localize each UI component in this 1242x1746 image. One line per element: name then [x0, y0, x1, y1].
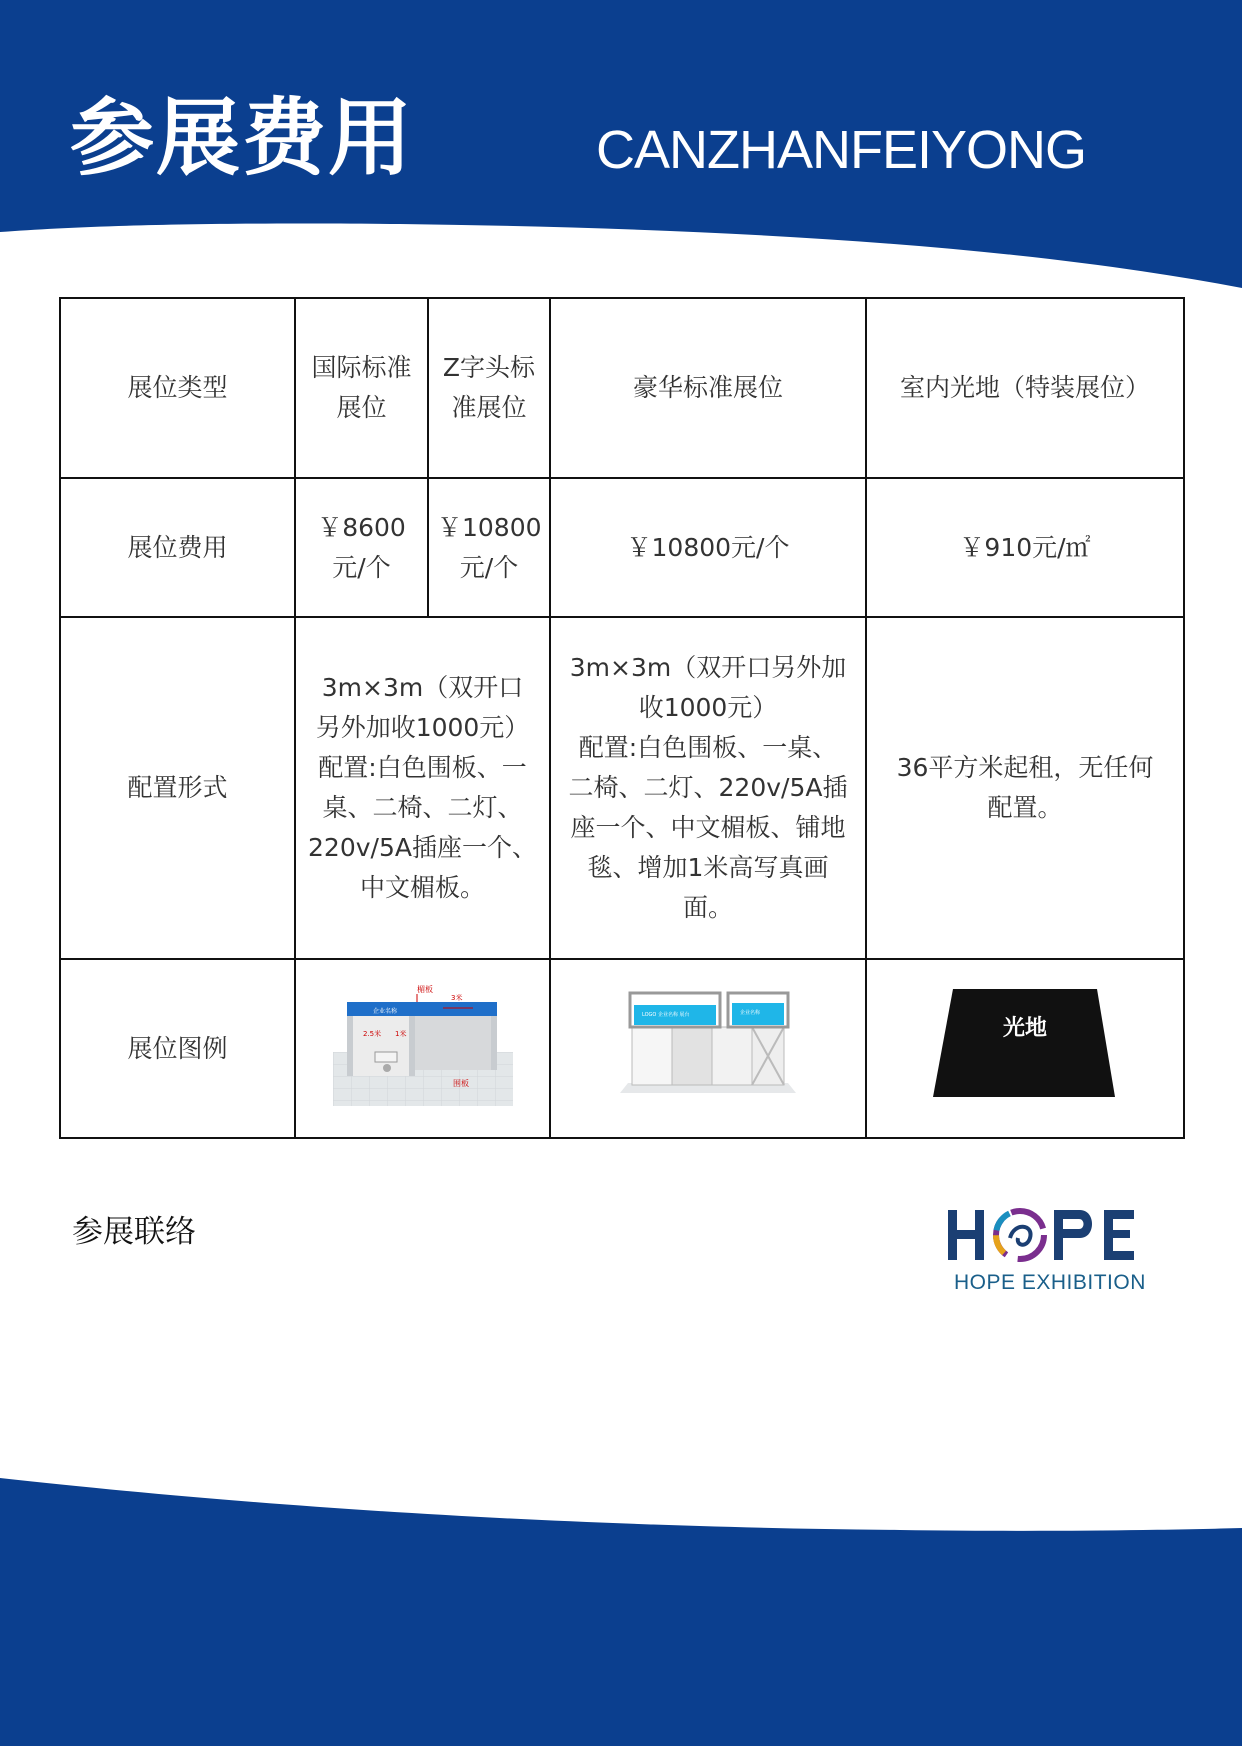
raw-space-label: 光地 [1002, 1015, 1048, 1041]
fascia-label: 楣板 [416, 984, 433, 994]
luxury-sign-left: LOGO 企业名称 展台 [642, 1011, 690, 1018]
cell-config-standard: 3m×3m（双开口 另外加收1000元） 配置:白色围板、一 桌、二椅、二灯、 220v/5A插座一个、 中文楣板。 [295, 617, 550, 959]
fee-table [59, 297, 1185, 1139]
luxury-booth-illustration [620, 983, 796, 1103]
company-label: 企业名称 [372, 1007, 397, 1015]
table-row-config [60, 617, 1184, 959]
row-label-fee: 展位费用 [60, 478, 295, 617]
cell-image-raw [866, 959, 1184, 1138]
page-subtitle: CANZHANFEIYONG [596, 120, 1087, 180]
width-label: 3米 [450, 993, 462, 1002]
height-label: 2.5米 [362, 1029, 381, 1038]
row-label-type: 展位类型 [60, 298, 295, 478]
cell-image-luxury [550, 959, 866, 1138]
cell-fee-intl: ￥8600 元/个 [295, 478, 428, 617]
logo-caption: HOPE EXHIBITION [954, 1271, 1146, 1294]
standard-booth-illustration [333, 980, 513, 1106]
luxury-sign-right: 企业名称 [740, 1009, 761, 1016]
cell-fee-raw: ￥910元/㎡ [866, 478, 1184, 617]
table-row-image [60, 959, 1184, 1138]
cell-type-luxury: 豪华标准展位 [550, 298, 866, 478]
contact-label: 参展联络 [72, 1214, 196, 1250]
wall-label: 围板 [452, 1078, 469, 1088]
cell-config-luxury: 3m×3m（双开口另外加 收1000元） 配置:白色围板、一桌、 二椅、二灯、220v/5A插 座一个、中文楣板、铺地 毯、增加1米高写真画 面。 [550, 617, 866, 959]
page-title: 参展费用 [70, 89, 415, 187]
cell-type-z: Z字头标 准展位 [428, 298, 550, 478]
cell-type-intl: 国际标准 展位 [295, 298, 428, 478]
one-meter-label: 1米 [394, 1029, 406, 1038]
cell-config-raw: 36平方米起租，无任何 配置。 [866, 617, 1184, 959]
table-row-fee [60, 478, 1184, 617]
row-label-config: 配置形式 [60, 617, 295, 959]
cell-fee-luxury: ￥10800元/个 [550, 478, 866, 617]
cell-type-raw: 室内光地（特装展位） [866, 298, 1184, 478]
row-label-image: 展位图例 [60, 959, 295, 1138]
logo-mark [948, 1210, 1134, 1260]
cell-image-standard [295, 959, 550, 1138]
table-row-type [60, 298, 1184, 478]
footer-band [0, 1450, 1242, 1746]
raw-space-illustration [933, 987, 1117, 1099]
cell-fee-z: ￥10800 元/个 [428, 478, 550, 617]
